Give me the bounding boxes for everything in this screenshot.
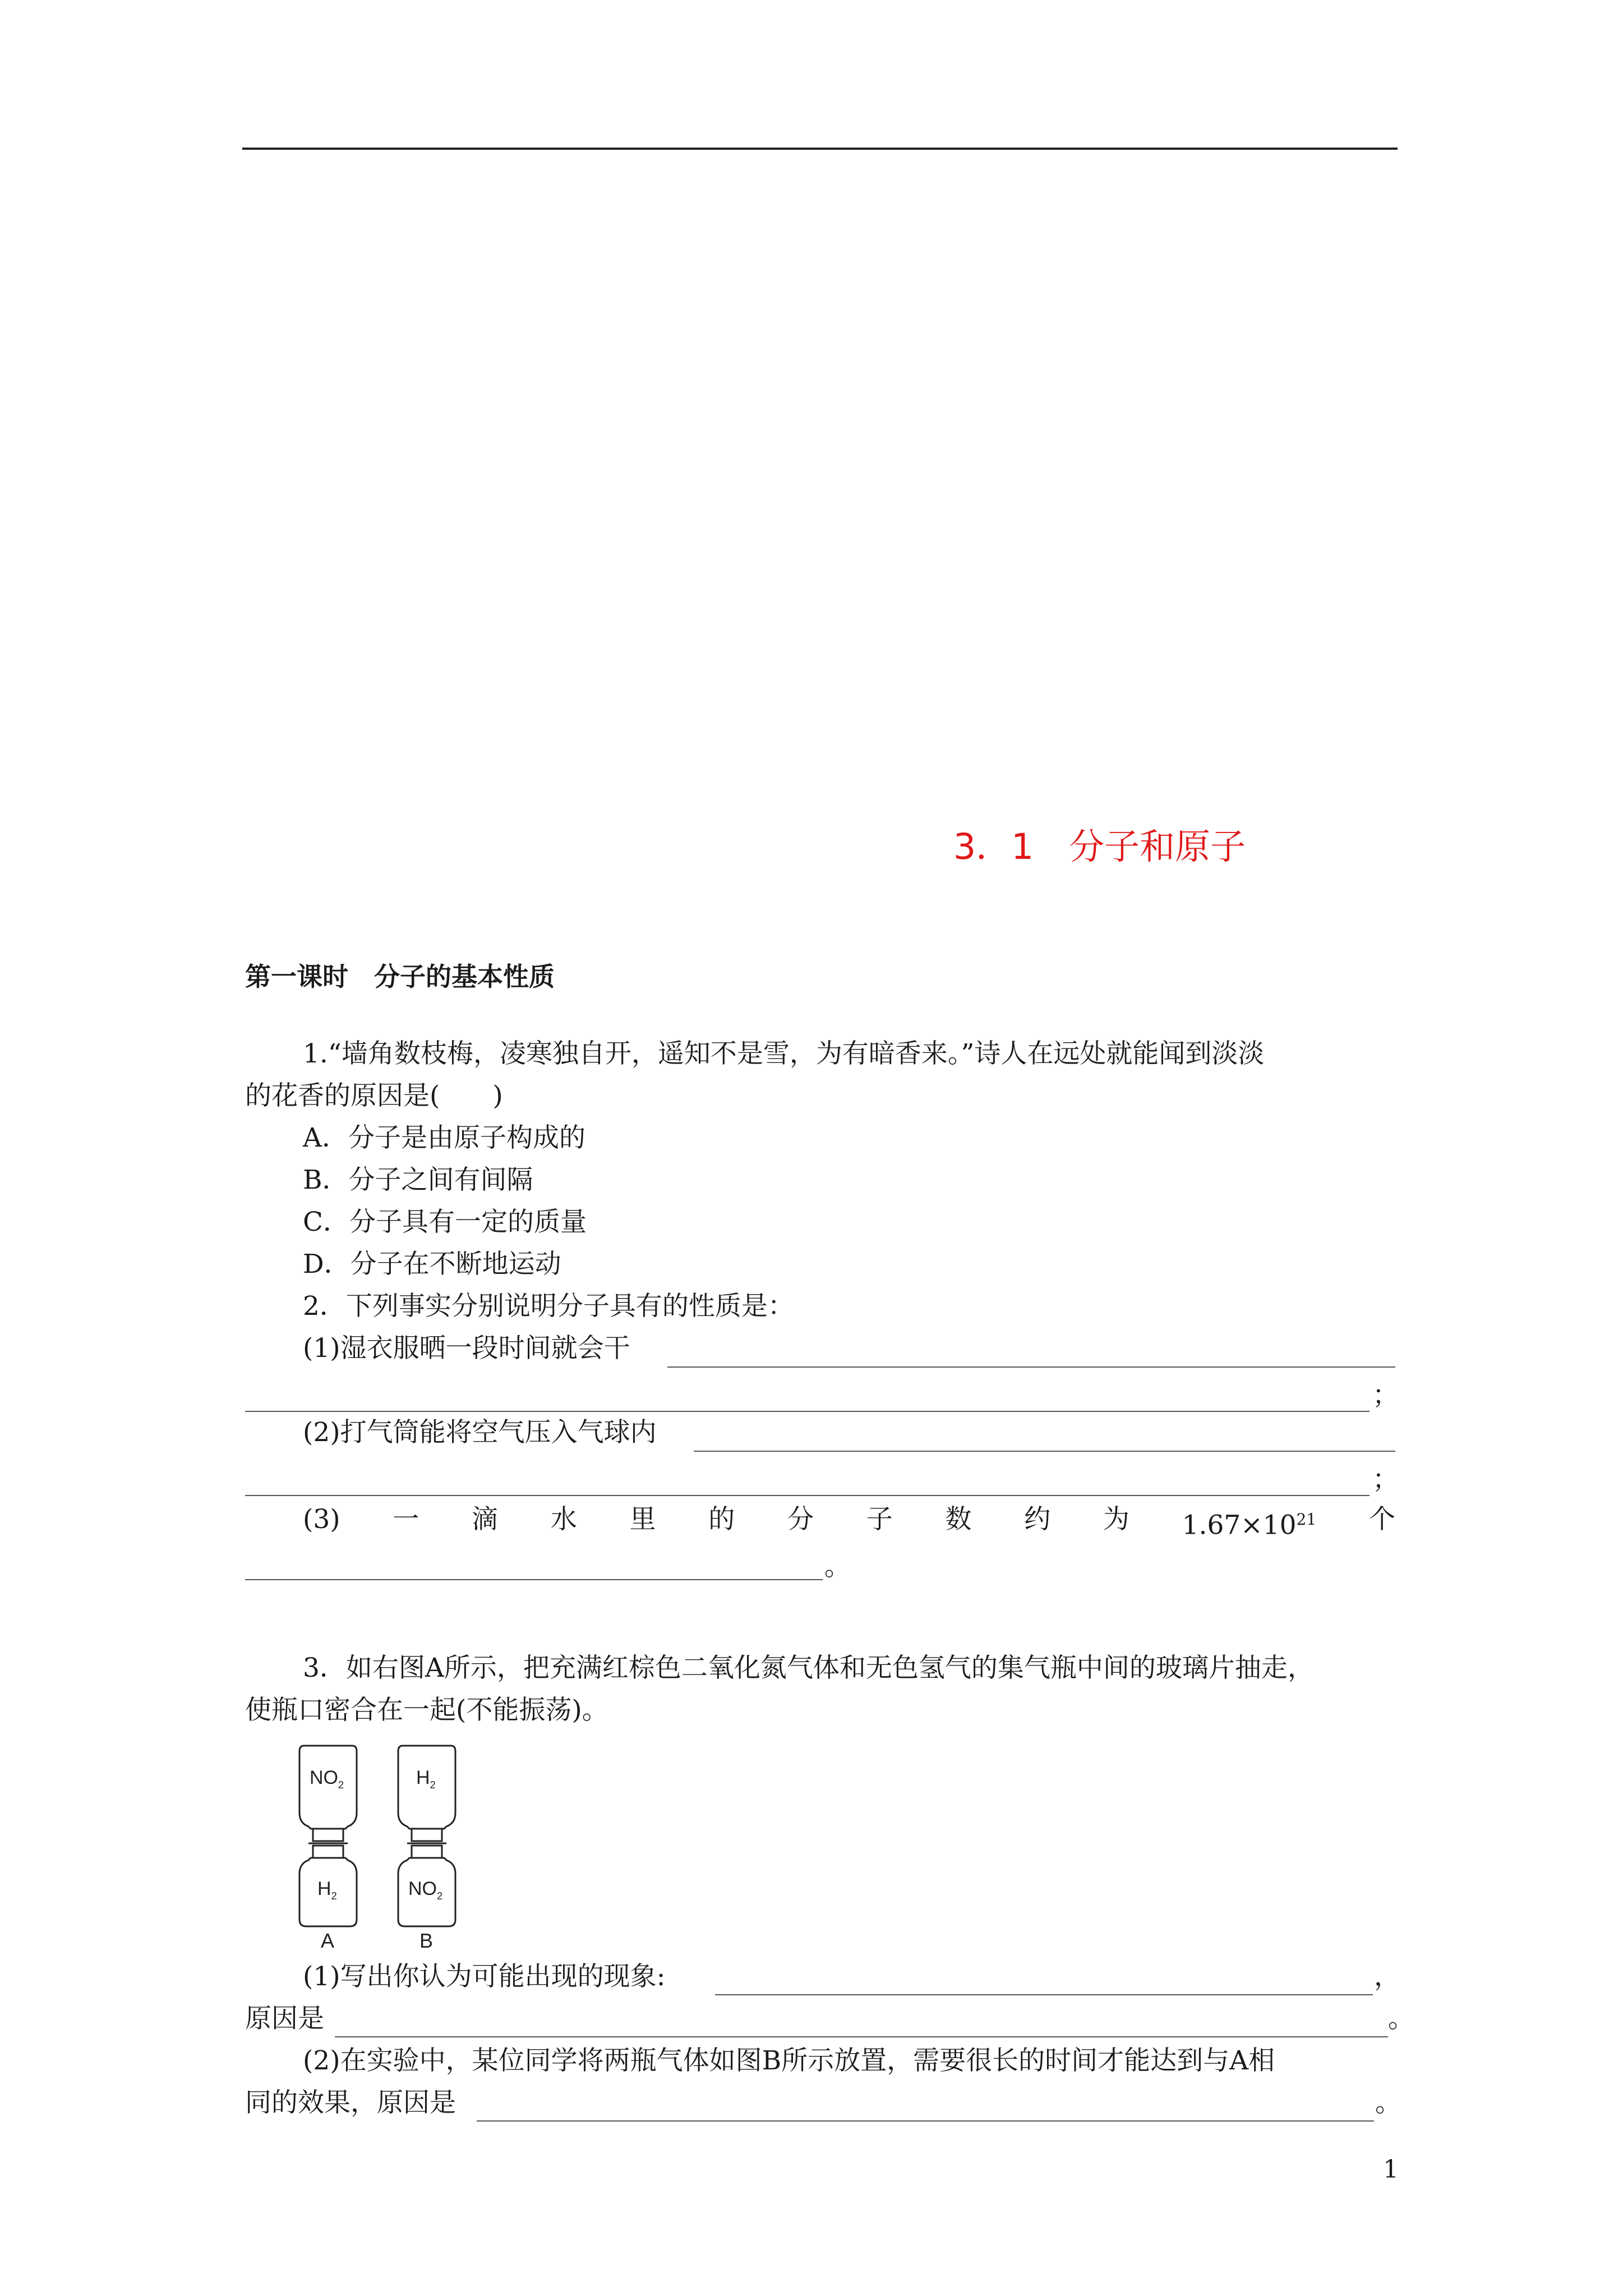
q2-part3-word: 约 (1024, 1504, 1051, 1535)
q1-option-b: B．分子之间有间隔 (303, 1165, 533, 1195)
q3-stem-line2: 使瓶口密合在一起(不能振荡)。 (245, 1695, 608, 1726)
bottle-a-neck-top (313, 1829, 343, 1841)
q2-part3-exponent: 21 (1296, 1510, 1317, 1529)
q2-part1-semicolon: ； (1372, 1380, 1399, 1411)
q3-reason-blank[interactable] (335, 2036, 1388, 2037)
q2-part3-word: 为 (1103, 1504, 1129, 1535)
label-a-top-gas: $NO_2$ (310, 1767, 344, 1791)
bottle-a-neck-bottom (313, 1846, 343, 1858)
q2-part3-word: (3) (303, 1504, 340, 1535)
q2-part2: (2)打气筒能将空气压入气球内 (303, 1417, 657, 1448)
q3-part2-period: 。 (1375, 2087, 1401, 2118)
page-number: 1 (1383, 2155, 1399, 2184)
gas-bottles-figure (292, 1739, 471, 1952)
q2-part3-number: $1.67\times 10^{21}$ (1182, 1510, 1317, 1541)
q2-part1-blank[interactable] (667, 1366, 1395, 1368)
q3-part1-blank[interactable] (715, 1994, 1373, 1995)
q3-part2-blank[interactable] (477, 2120, 1374, 2122)
q3-part1: (1)写出你认为可能出现的现象: (303, 1961, 666, 1992)
q1-option-a: A．分子是由原子构成的 (303, 1122, 585, 1153)
q3-reason-period: 。 (1388, 2003, 1414, 2034)
q2-part3-blank[interactable] (245, 1579, 823, 1580)
label-b-bottom-gas: $NO_2$ (408, 1878, 443, 1902)
q2-stem: 2．下列事实分别说明分子具有的性质是： (303, 1291, 794, 1322)
bottle-b-neck-bottom (412, 1846, 442, 1858)
q2-part3-period: 。 (824, 1551, 851, 1582)
q3-reason-label: 原因是 (245, 2003, 324, 2034)
q3-part1-comma: ， (1374, 1961, 1400, 1992)
q2-part1: (1)湿衣服晒一段时间就会干 (303, 1333, 630, 1364)
header-rule (242, 148, 1398, 150)
section-title: 3．1 分子和原子 (953, 826, 1246, 867)
label-a: A (321, 1929, 335, 1952)
q3-part2-line1: (2)在实验中，某位同学将两瓶气体如图B所示放置，需要很长的时间才能达到与A相 (303, 2045, 1275, 2076)
label-b-top-gas: $H_2$ (416, 1767, 436, 1791)
q1-option-c: C．分子具有一定的质量 (303, 1207, 587, 1237)
q2-part3-word: 分 (787, 1504, 814, 1535)
q2-part3-word: 个 (1368, 1504, 1395, 1535)
label-a-bottom-gas: $H_2$ (317, 1878, 337, 1902)
q2-part2-blank[interactable] (694, 1451, 1395, 1452)
q3-part2-line2: 同的效果，原因是 (245, 2087, 456, 2118)
q1-stem-line2: 的花香的原因是( ) (245, 1080, 503, 1111)
lesson-heading: 第一课时 分子的基本性质 (245, 961, 555, 992)
bottle-b-neck-top (412, 1829, 442, 1841)
q1-stem-line1: 1.“墙角数枝梅，凌寒独自开，遥知不是雪，为有暗香来。”诗人在远处就能闻到淡淡 (303, 1038, 1265, 1069)
q2-part3-word: 数 (945, 1504, 972, 1535)
q2-part3-word: 一 (393, 1504, 419, 1535)
q2-part3-line (303, 1501, 1395, 1544)
q2-part3-word: 子 (866, 1504, 893, 1535)
q1-option-d: D．分子在不断地运动 (303, 1249, 561, 1280)
q2-part2-semicolon: ； (1372, 1464, 1399, 1495)
q2-part3-word: 滴 (472, 1504, 499, 1535)
q2-part3-word: 里 (629, 1504, 656, 1535)
q2-part1-blank-line2[interactable] (245, 1411, 1370, 1412)
q3-stem-line1: 3．如右图A所示，把充满红棕色二氧化氮气体和无色氢气的集气瓶中间的玻璃片抽走， (303, 1653, 1314, 1683)
q2-part3-word: 的 (708, 1504, 735, 1535)
q2-part3-word: 水 (550, 1504, 577, 1535)
q2-part2-blank-line2[interactable] (245, 1495, 1370, 1496)
label-b: B (419, 1929, 434, 1952)
